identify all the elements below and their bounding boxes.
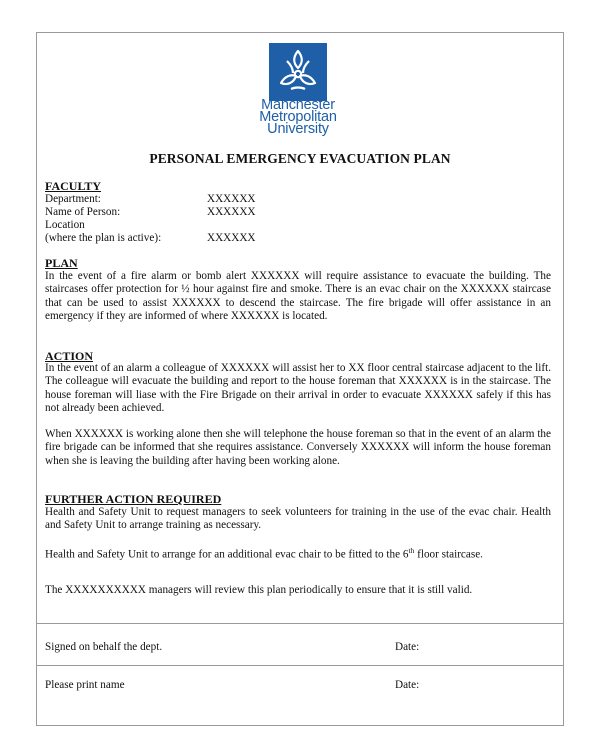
- further-action-paragraph-1: Health and Safety Unit to request managers to seek volunteers for training in the use of the evac chair. Health and Safety Unit to arrange training as necessary.: [45, 506, 551, 532]
- university-name-line3: University: [267, 121, 329, 137]
- location-label: Location: [45, 219, 85, 231]
- signature-divider-middle: [37, 665, 563, 666]
- document-title: PERSONAL EMERGENCY EVACUATION PLAN: [149, 151, 451, 166]
- location-scope-label: (where the plan is active):: [45, 232, 162, 244]
- signature-divider-top: [37, 623, 563, 624]
- department-value: XXXXXX: [207, 193, 256, 205]
- signed-label: Signed on behalf the dept.: [45, 641, 163, 653]
- evac-chair-text: Health and Safety Unit to arrange for an additional evac chair to be fitted to the 6: [45, 548, 409, 561]
- further-action-paragraph-3: The XXXXXXXXXX managers will review this plan periodically to ensure that it is still valid.: [45, 584, 473, 596]
- document-page: [36, 32, 564, 726]
- print-date-label: Date:: [395, 679, 420, 691]
- print-name-label: Please print name: [45, 679, 125, 691]
- action-heading: ACTION: [45, 349, 94, 363]
- department-label: Department:: [45, 193, 101, 205]
- university-name-line2: Metropolitan: [259, 109, 337, 125]
- faculty-heading: FACULTY: [45, 179, 102, 193]
- person-name-label: Name of Person:: [45, 206, 121, 218]
- ordinal-suffix: th: [408, 546, 415, 555]
- plan-paragraph: In the event of a fire alarm or bomb alert XXXXXX will require assistance to evacuate the building. The staircases offer protection for ½ hour against fire and smoke. There is an evac chair on the XXXXXX staircase that can be used to assist XXXXXX to descend the staircase. The fire brigade will offer assistance in an emergency if they are informed of where XXXXXX is located.: [45, 270, 551, 323]
- location-value: XXXXXX: [207, 232, 256, 244]
- university-name-line1: Manchester: [261, 97, 335, 113]
- evac-chair-text-end: floor staircase.: [414, 548, 483, 561]
- person-name-value: XXXXXX: [207, 206, 256, 218]
- further-action-paragraph-2: [45, 544, 551, 562]
- signed-date-label: Date:: [395, 641, 420, 653]
- action-paragraph-1: In the event of an alarm a colleague of XXXXXX will assist her to XX floor central staircase adjacent to the lift. The colleague will evacuate the building and report to the house foreman that XXXXXX is in the staircase. The house foreman will liase with the Fire Brigade on their arrival in order to evacuate XXXXXX safely if this has not already been achieved.: [45, 362, 551, 415]
- plan-heading: PLAN: [45, 256, 78, 270]
- further-action-heading: FURTHER ACTION REQUIRED: [45, 492, 222, 506]
- action-paragraph-2: When XXXXXX is working alone then she will telephone the house foreman so that in the event of an alarm the fire brigade can be informed that she requires assistance. Conversely XXXXXX will inform the house foreman when she is leaving the building after having been working alone.: [45, 428, 551, 467]
- university-logo-icon: [269, 43, 327, 101]
